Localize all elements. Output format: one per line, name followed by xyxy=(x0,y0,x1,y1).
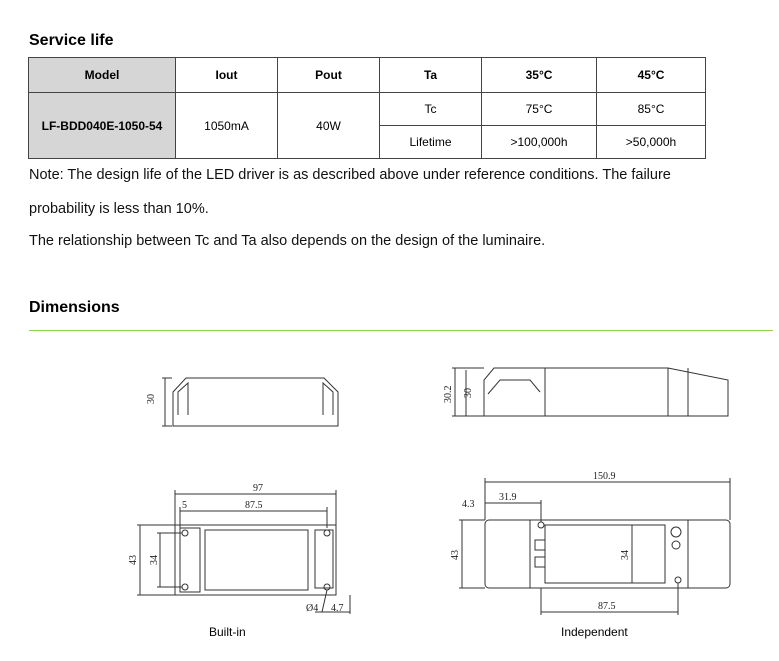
pout-cell: 40W xyxy=(278,93,380,159)
lifetime-45c: >50,000h xyxy=(597,126,706,159)
builtin-caption: Built-in xyxy=(209,625,246,639)
independent-height-label: 30.2 xyxy=(443,385,454,403)
independent-side-view xyxy=(452,368,728,416)
builtin-length-label: 97 xyxy=(253,483,263,494)
service-life-heading: Service life xyxy=(29,32,114,49)
independent-caption: Independent xyxy=(561,625,628,639)
note-line-2: probability is less than 10%. xyxy=(29,201,209,217)
lifetime-35c: >100,000h xyxy=(482,126,597,159)
independent-inner-width-label: 34 xyxy=(620,550,631,560)
header-45c: 45°C xyxy=(597,58,706,93)
builtin-hole-diameter-label: Ø4 xyxy=(306,603,319,614)
note-line-3: The relationship between Tc and Ta also depends on the design of the luminaire. xyxy=(29,233,546,249)
builtin-top-view xyxy=(137,490,350,614)
builtin-hole-pitch-label: 87.5 xyxy=(245,500,263,511)
independent-width-label: 43 xyxy=(450,550,461,560)
builtin-inner-width-label: 34 xyxy=(149,555,160,565)
builtin-hole-offset-label: 4.7 xyxy=(331,603,344,614)
dimensions-heading: Dimensions xyxy=(29,299,120,316)
builtin-edge-offset-label: 5 xyxy=(182,500,187,511)
lifetime-label: Lifetime xyxy=(380,126,482,159)
independent-hole-distance-label: 31.9 xyxy=(499,492,517,503)
independent-edge-offset-label: 4.3 xyxy=(462,499,475,510)
builtin-side-view xyxy=(162,378,338,426)
builtin-height-label: 30 xyxy=(146,394,157,404)
header-35c: 35°C xyxy=(482,58,597,93)
header-iout: Iout xyxy=(176,58,278,93)
iout-cell: 1050mA xyxy=(176,93,278,159)
independent-hole-pitch-label: 87.5 xyxy=(598,601,616,612)
model-cell: LF-BDD040E-1050-54 xyxy=(29,93,176,159)
independent-inner-height-label: 30 xyxy=(463,388,474,398)
note-line-1: Note: The design life of the LED driver is as described above under reference conditions. The failure xyxy=(29,167,671,183)
header-model: Model xyxy=(29,58,176,93)
tc-45c: 85°C xyxy=(597,93,706,126)
builtin-width-label: 43 xyxy=(128,555,139,565)
tc-label: Tc xyxy=(380,93,482,126)
tc-35c: 75°C xyxy=(482,93,597,126)
independent-length-label: 150.9 xyxy=(593,471,616,482)
header-pout: Pout xyxy=(278,58,380,93)
header-ta: Ta xyxy=(380,58,482,93)
